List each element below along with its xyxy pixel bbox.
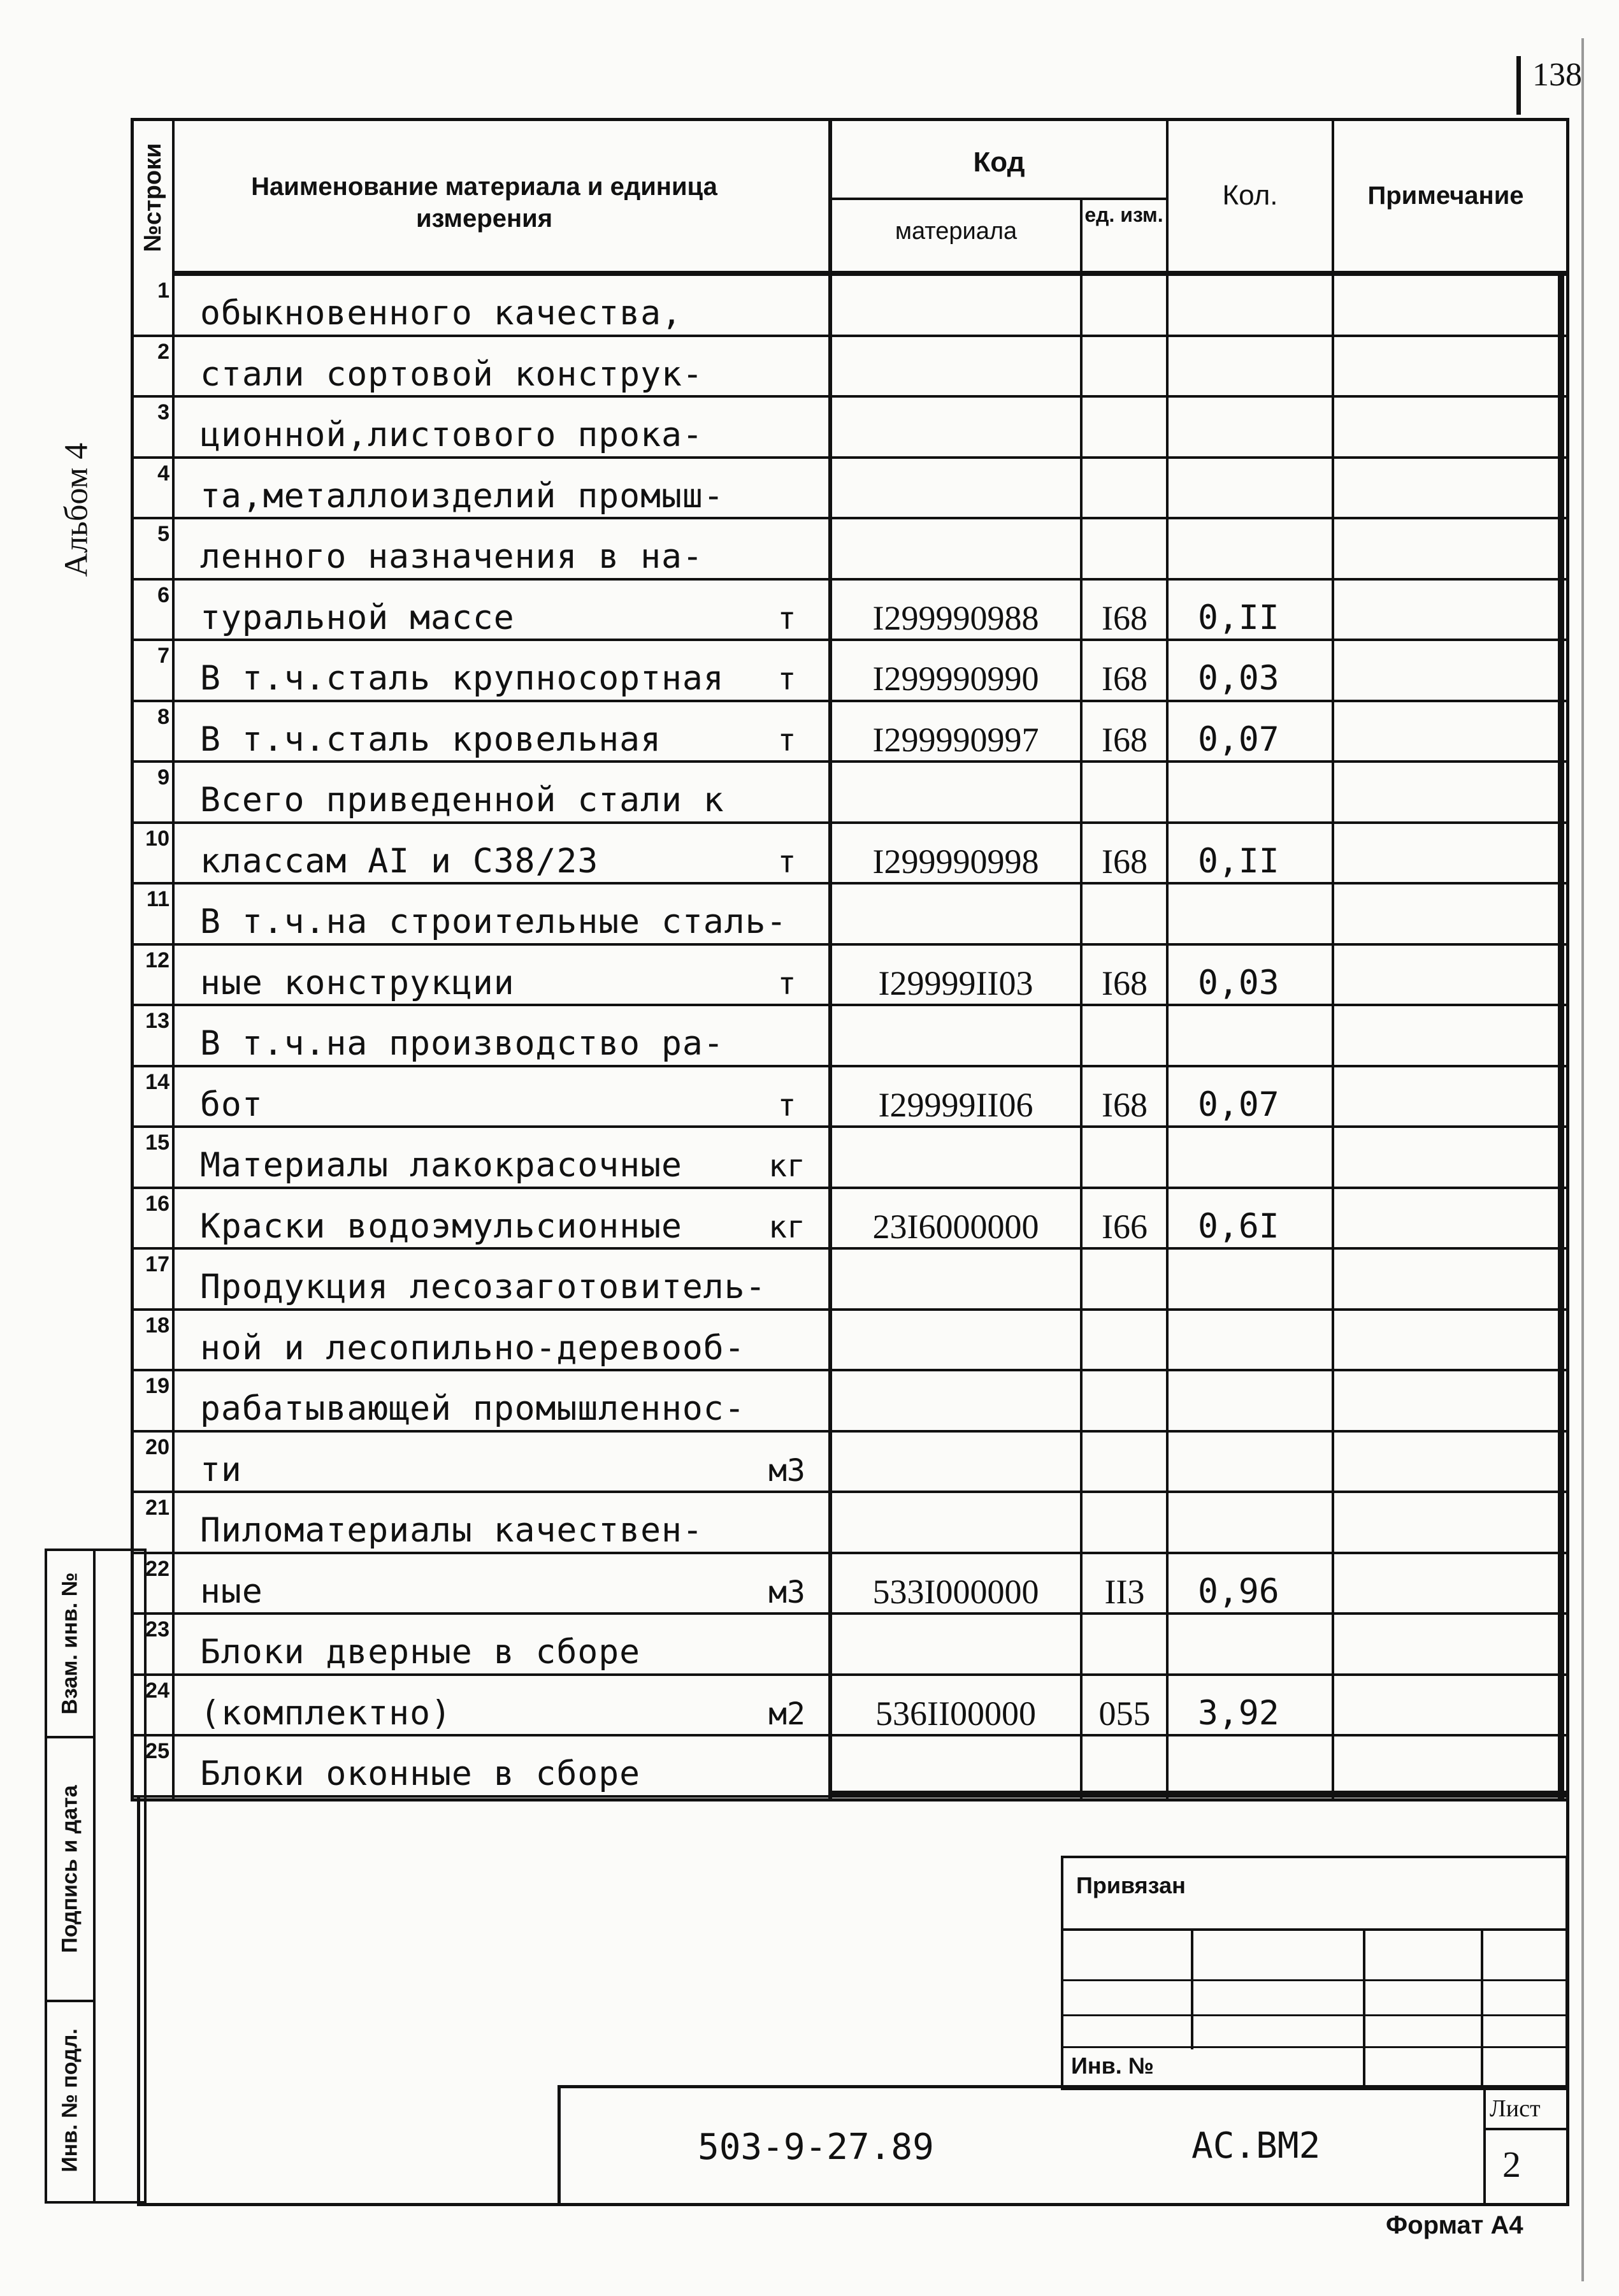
unit-code: I68: [1102, 598, 1148, 637]
row-number: 19: [145, 1374, 169, 1398]
page-edge: [1581, 38, 1584, 2281]
material-name: Пиломатериалы качествен-: [200, 1511, 703, 1550]
material-name: Краски водоэмульсионные: [200, 1206, 682, 1246]
quantity: 0,03: [1198, 963, 1279, 1002]
header-row-number: №строки: [140, 143, 166, 252]
material-name: ные: [200, 1571, 263, 1611]
row-number: 11: [147, 887, 169, 911]
unit-code: I68: [1102, 842, 1148, 881]
row-number: 21: [145, 1496, 169, 1520]
material-name: Блоки дверные в сборе: [200, 1633, 641, 1671]
row-number: 3: [157, 400, 169, 424]
album-label: Альбом 4: [58, 442, 95, 577]
quantity: 3,92: [1198, 1693, 1279, 1733]
table-row: [134, 1189, 1566, 1250]
material-code: 533I000000: [872, 1572, 1039, 1611]
material-name: ти: [200, 1450, 242, 1489]
material-name: Всего приведенной стали к: [200, 781, 724, 819]
table-row: [134, 276, 1566, 337]
unit: м3: [768, 1574, 805, 1610]
inv-no-label: Инв. №: [1071, 2053, 1154, 2079]
material-name: ной и лесопильно-деревооб-: [200, 1328, 745, 1368]
unit-code: I68: [1102, 1085, 1148, 1124]
material-name: стали сортовой конструк-: [200, 354, 703, 394]
row-number: 6: [157, 582, 169, 607]
row-number: 17: [145, 1252, 169, 1276]
unit: т: [777, 1087, 796, 1123]
document-number: 503-9-27.89: [698, 2126, 934, 2168]
unit: т: [777, 965, 796, 1002]
table-row: [134, 1554, 1566, 1615]
quantity: 0,07: [1198, 1085, 1279, 1124]
material-name: та,металлоизделий промыш-: [200, 476, 724, 516]
material-code: I299990997: [872, 720, 1039, 759]
table-row: [134, 337, 1566, 398]
document-title-row: [558, 2085, 1566, 2206]
table-row: [134, 641, 1566, 702]
row-number: 13: [145, 1009, 169, 1033]
material-name: В т.ч.на строительные сталь-: [200, 902, 788, 941]
header-name: Наименование материала и единица измерения: [251, 173, 717, 233]
quantity: 0,6I: [1198, 1206, 1279, 1246]
row-number: 16: [145, 1191, 169, 1216]
unit: т: [777, 722, 796, 758]
row-number: 4: [157, 461, 169, 486]
row-number: 7: [157, 644, 169, 668]
page-number: 138: [1516, 56, 1582, 115]
table-row: [134, 1311, 1566, 1372]
row-number: 15: [145, 1130, 169, 1155]
margin-stamp: [45, 1549, 147, 2204]
material-name: рабатывающей промышленнос-: [200, 1389, 745, 1428]
material-name: туральной массе: [200, 598, 515, 637]
material-name: ные конструкции: [200, 963, 515, 1002]
unit-code: I68: [1102, 720, 1148, 759]
row-number: 22: [145, 1556, 169, 1581]
material-name: обыкновенного качества,: [200, 294, 682, 333]
quantity: 0,II: [1198, 841, 1279, 881]
table-row: [134, 1006, 1566, 1067]
table-row: [134, 1736, 1566, 1798]
table-row: [134, 1676, 1566, 1737]
table-row: [134, 763, 1566, 824]
stamp-vzam-inv: Взам. инв. №: [47, 1551, 93, 1738]
quantity: 0,03: [1198, 659, 1279, 698]
header-quantity: Кол.: [1222, 180, 1278, 211]
unit-code: I66: [1102, 1207, 1148, 1246]
table-row: [134, 1067, 1566, 1129]
unit: т: [777, 844, 796, 880]
material-name: В т.ч.сталь кровельная: [200, 719, 661, 759]
table-row: [134, 1433, 1566, 1494]
row-number: 23: [145, 1617, 169, 1642]
table-row: [134, 884, 1566, 946]
materials-table: [131, 118, 1569, 1801]
privyazan-label: Привязан: [1076, 1872, 1186, 1898]
header-unit-code: ед. изм.: [1084, 203, 1163, 226]
document-code: АС.ВМ2: [1191, 2125, 1321, 2167]
material-name: Материалы лакокрасочные: [200, 1146, 682, 1185]
material-name: (комплектно): [200, 1693, 452, 1733]
unit-code: I68: [1102, 964, 1148, 1002]
row-number: 5: [157, 522, 169, 546]
table-row: [134, 1250, 1566, 1311]
sheet-number: 2: [1502, 2144, 1521, 2185]
header-code: Код: [973, 147, 1025, 178]
material-code: I29999II03: [878, 964, 1033, 1002]
table-row: [134, 702, 1566, 763]
material-name: бот: [200, 1085, 263, 1124]
table-row: [134, 946, 1566, 1007]
row-number: 14: [145, 1069, 169, 1094]
material-code: I299990988: [872, 598, 1039, 637]
row-number: 20: [145, 1434, 169, 1459]
stamp-inv-podl: Инв. № подл.: [57, 2028, 82, 2172]
header-material-code: материала: [895, 218, 1018, 245]
row-number: 2: [157, 339, 169, 364]
table-row: [134, 519, 1566, 581]
stamp-signature-date: Подпись и дата: [47, 1738, 93, 2002]
row-number: 8: [157, 704, 169, 729]
unit-code: I68: [1102, 660, 1148, 698]
row-number: 25: [145, 1739, 169, 1763]
table-row: [134, 1615, 1566, 1676]
unit: кг: [768, 1209, 805, 1245]
row-number: 24: [145, 1678, 169, 1703]
material-name: ленного назначения в на-: [200, 537, 703, 576]
unit: т: [777, 661, 796, 697]
unit-code: II3: [1104, 1572, 1145, 1611]
material-code: I29999II06: [878, 1085, 1033, 1124]
table-row: [134, 824, 1566, 885]
quantity: 0,07: [1198, 719, 1279, 759]
table-row: [134, 1128, 1566, 1189]
unit: кг: [768, 1148, 805, 1184]
material-name: Блоки оконные в сборе: [200, 1754, 641, 1793]
sheet-label: Лист: [1490, 2095, 1541, 2122]
header-note: Примечание: [1367, 182, 1524, 210]
unit: м3: [768, 1452, 805, 1489]
format-label: Формат А4: [1386, 2211, 1523, 2239]
material-name: классам АI и С38/23: [200, 841, 599, 881]
table-row: [134, 1493, 1566, 1554]
row-number: 18: [145, 1313, 169, 1338]
row-number: 9: [157, 765, 169, 790]
unit: т: [777, 600, 796, 637]
material-code: I299990998: [872, 842, 1039, 881]
row-number: 10: [145, 826, 169, 851]
material-name: В т.ч.на производство ра-: [200, 1024, 724, 1063]
material-name: Продукция лесозаготовитель-: [200, 1267, 766, 1306]
quantity: 0,96: [1198, 1571, 1279, 1611]
material-code: 23I6000000: [872, 1207, 1039, 1246]
binding-box: [1061, 1856, 1568, 2090]
table-row: [134, 459, 1566, 520]
row-number: 12: [145, 948, 169, 972]
material-name: ционной,листового прока-: [200, 415, 703, 454]
row-number: 1: [157, 278, 169, 303]
material-code: 536II00000: [875, 1694, 1036, 1733]
material-code: I299990990: [872, 660, 1039, 698]
unit: м2: [768, 1696, 805, 1732]
unit-code: 055: [1098, 1694, 1151, 1733]
table-row: [134, 398, 1566, 459]
quantity: 0,II: [1198, 598, 1279, 637]
table-row: [134, 581, 1566, 642]
table-row: [134, 1371, 1566, 1433]
material-name: В т.ч.сталь крупносортная: [200, 659, 724, 698]
